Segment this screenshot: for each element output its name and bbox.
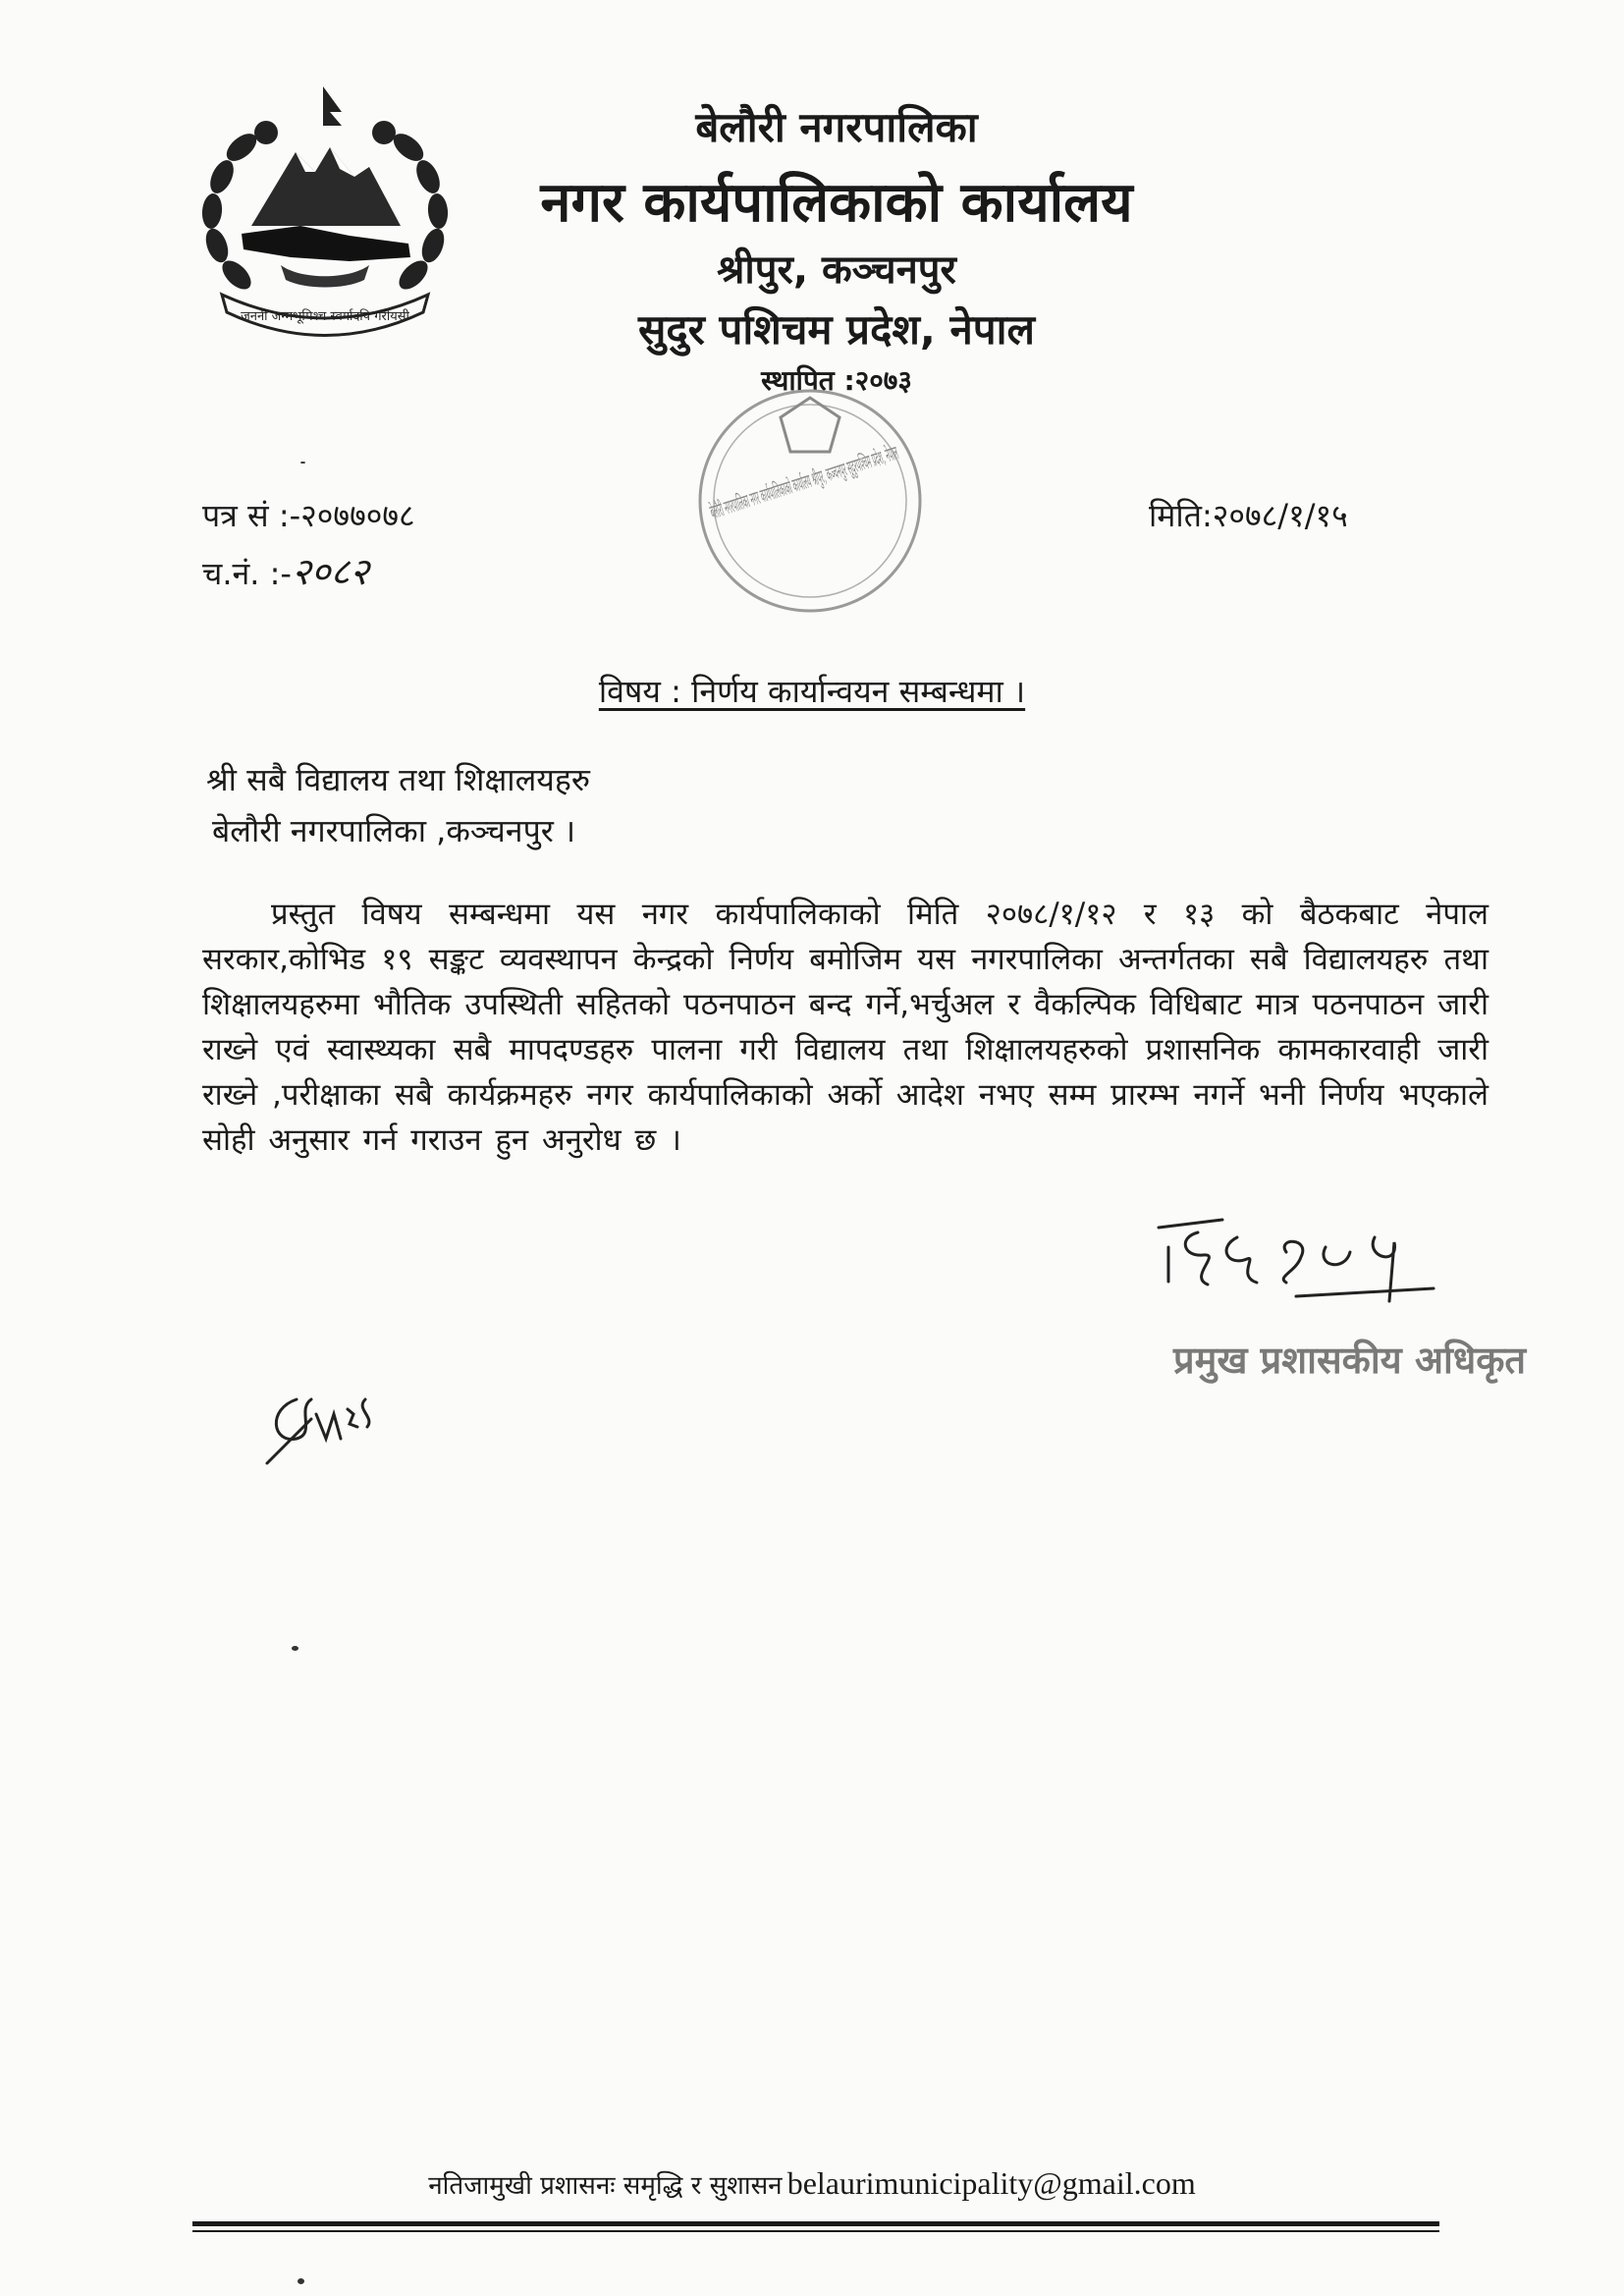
footer-rule-thin [192,2230,1439,2232]
letter-number [202,494,415,536]
letter-date-value: २०७८/१/१५ [1212,497,1348,534]
municipality-name: बेलौरी नगरपालिका [695,103,978,151]
established-year: स्थापित :२०७३ [761,364,912,397]
letter-number-value: २०७७०७८ [300,497,415,534]
emblem-motto: जननी जन्मभूमिश्च स्वर्गादपि गरीयसी [241,309,409,324]
footer-motto: नतिजामुखी प्रशासनः समृद्धि र सुशासन [428,2171,783,2201]
scan-speck [292,1646,298,1651]
officer-signature [1129,1198,1453,1316]
office-name: नगर कार्यपालिकाको कार्यालय [540,171,1133,235]
footer-email[interactable]: belaurimunicipality@gmail.com [786,2165,1196,2201]
dispatch-number [202,545,369,596]
letter-date [1149,494,1348,536]
office-location: श्रीपुर, कञ्चनपुर [717,247,956,293]
office-seal-stamp [677,378,943,624]
seal-text: बेलौरी नगरपालिका नगर कार्यपालिकाको [707,413,943,524]
footer [0,2165,1624,2202]
recipient-line-1: श्री सबै विद्यालय तथा शिक्षालयहरु [206,761,590,798]
office-province: सुदुर पशिचम प्रदेश, नेपाल [637,305,1036,354]
scan-speck [300,462,305,464]
dispatch-number-value: २०८२ [291,550,369,593]
letter-subject-text: विषय : निर्णय कार्यान्वयन सम्बन्धमा । [598,673,1026,710]
initials-signature [257,1370,385,1478]
scan-speck [298,2278,304,2284]
dispatch-number-label: च.नं. :- [202,555,292,592]
letter-body: प्रस्तुत विषय सम्बन्धमा यस नगर कार्यपालिकाको मिति २०७८/१/१२ र १३ को बैठकबाट नेपाल सरकार,कोभिड १९ सङ्कट व्यवस्थापन केन्द्रको निर्णय बमोजिम यस नगरपालिका अन्तर्गतका सबै विद्यालयहरु तथा शिक्षालयहरुमा भौतिक उपस्थिती सहितको पठनपाठन बन्द गर्ने,भर्चुअल र वैकल्पिक विधिबाट मात्र पठनपाठन जारी राख्ने एवं स्वास्थ्यका सबै मापदण्डहरु पालना गरी विद्यालय तथा शिक्षालयहरुको प्रशासनिक कामकारवाही जारी राख्ने ,परीक्षाका सबै कार्यक्रमहरु नगर कार्यपालिकाको अर्को आदेश नभए सम्म प्रारम्भ नगर्ने भनी निर्णय भएकाले सोही अनुसार गर्न गराउन हुन अनुरोध छ । [202,897,1489,1158]
letter-date-label: मिति: [1149,497,1213,534]
letter-subject [0,670,1624,712]
footer-rule [192,2221,1439,2226]
recipient-line-2: बेलौरी नगरपालिका ,कञ्चनपुर । [212,812,576,849]
officer-title: प्रमुख प्रशासकीय अधिकृत [1173,1339,1527,1382]
letter-number-label: पत्र सं :- [202,497,301,534]
